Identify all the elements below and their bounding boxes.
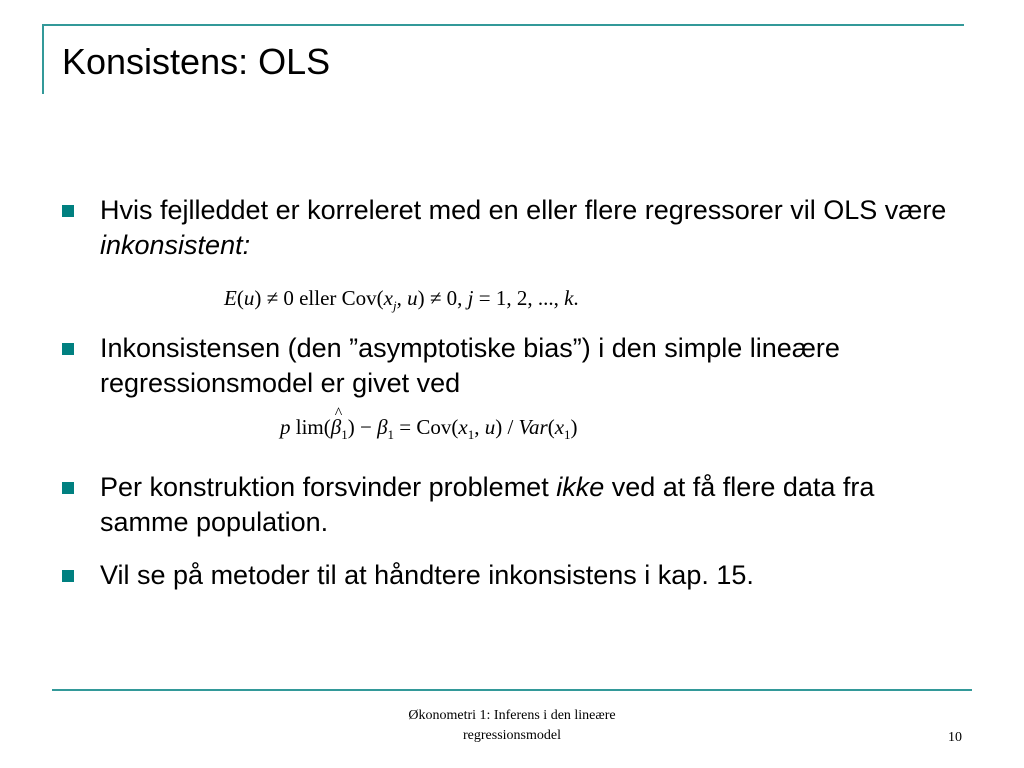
bullet-3-text: Per konstruktion forsvinder problemet ikke ved at få flere data fra samme population. (100, 472, 875, 537)
bullet-square-icon (62, 570, 74, 582)
footer-line-1: Økonometri 1: Inferens i den lineære (408, 708, 616, 723)
page-number: 10 (948, 730, 962, 745)
title-frame-vertical-line (42, 24, 44, 94)
title-frame-horizontal-line (42, 24, 964, 26)
bullet-square-icon (62, 482, 74, 494)
bullet-1-text: Hvis fejlleddet er korreleret med en eller flere regressorer vil OLS være inkonsistent: (100, 195, 947, 260)
bullet-2-text: Inkonsistensen (den ”asymptotiske bias”) i den simple lineære regressionsmodel er givet ved (100, 333, 840, 398)
bullet-4-text: Vil se på metoder til at håndtere inkonsistens i kap. 15. (100, 560, 754, 590)
footer-divider (52, 689, 972, 691)
footer-line-2: regressionsmodel (463, 728, 561, 743)
formula-cov-condition: E(u) ≠ 0 eller $Cov(x_j$, u) ≠ 0, j = 1, 2, ..., k. (224, 286, 579, 313)
bullet-square-icon (62, 343, 74, 355)
formula-plim-bias: p lim(^ $\beta_1) - \beta_1 = Cov(x_1$, $u) / Var(x_1)$ (280, 414, 578, 448)
bullet-square-icon (62, 205, 74, 217)
slide-title: Konsistens: OLS (62, 41, 331, 82)
footer-caption (300, 706, 724, 746)
